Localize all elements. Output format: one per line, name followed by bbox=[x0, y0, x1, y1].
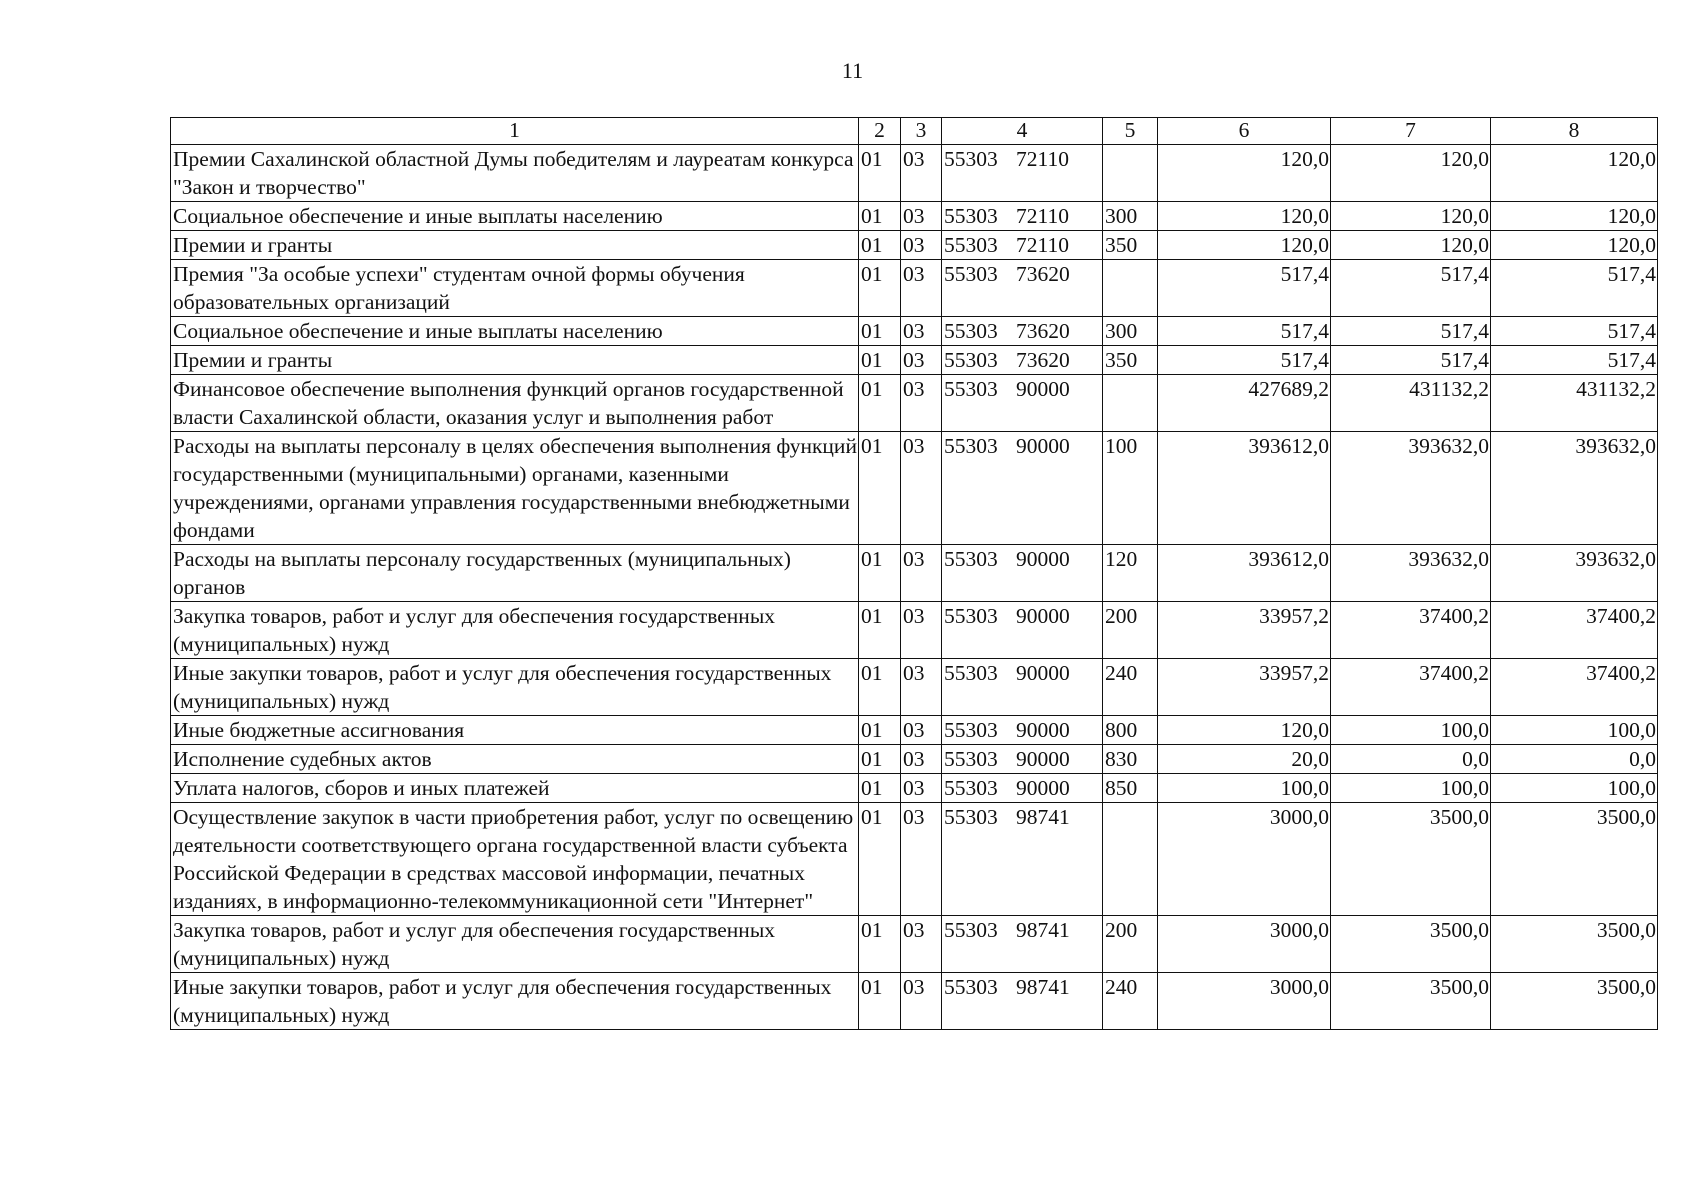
row-value-col7: 100,0 bbox=[1331, 774, 1491, 803]
row-value-col8: 393632,0 bbox=[1491, 432, 1658, 545]
row-value-col6: 120,0 bbox=[1158, 145, 1331, 202]
row-value-col6: 517,4 bbox=[1158, 317, 1331, 346]
row-subsection: 03 bbox=[901, 803, 942, 916]
row-expense-type: 300 bbox=[1103, 317, 1158, 346]
page-number: 11 bbox=[841, 58, 864, 83]
table-row bbox=[171, 745, 1658, 774]
row-section: 01 bbox=[859, 973, 901, 1030]
row-value-col8: 120,0 bbox=[1491, 145, 1658, 202]
row-expense-type: 300 bbox=[1103, 202, 1158, 231]
column-header-2: 2 bbox=[859, 118, 901, 145]
row-section: 01 bbox=[859, 545, 901, 602]
row-value-col8: 120,0 bbox=[1491, 231, 1658, 260]
row-name: Закупка товаров, работ и услуг для обеспечения государственных (муниципальных) нужд bbox=[171, 916, 859, 973]
row-direction-code: 90000 bbox=[1016, 747, 1070, 771]
row-name: Иные бюджетные ассигнования bbox=[171, 716, 859, 745]
row-value-col6: 33957,2 bbox=[1158, 602, 1331, 659]
table-row bbox=[171, 346, 1658, 375]
row-name: Социальное обеспечение и иные выплаты населению bbox=[171, 317, 859, 346]
row-direction-code: 73620 bbox=[1016, 348, 1070, 372]
row-program-code: 55303 bbox=[944, 918, 998, 942]
row-value-col8: 517,4 bbox=[1491, 317, 1658, 346]
row-value-col6: 3000,0 bbox=[1158, 916, 1331, 973]
row-subsection: 03 bbox=[901, 745, 942, 774]
column-header-7: 7 bbox=[1331, 118, 1491, 145]
row-program-code: 55303 bbox=[944, 805, 998, 829]
row-value-col7: 3500,0 bbox=[1331, 916, 1491, 973]
row-value-col6: 3000,0 bbox=[1158, 803, 1331, 916]
row-direction-code: 98741 bbox=[1016, 805, 1070, 829]
row-program-code: 55303 bbox=[944, 233, 998, 257]
row-target-article bbox=[942, 659, 1103, 716]
row-name: Расходы на выплаты персоналу в целях обеспечения выполнения функций государственными (муниципальными) органами, казенными учреждениями, органами управления государственными внебюджетными фондами bbox=[171, 432, 859, 545]
row-subsection: 03 bbox=[901, 260, 942, 317]
row-value-col7: 517,4 bbox=[1331, 346, 1491, 375]
row-name: Закупка товаров, работ и услуг для обеспечения государственных (муниципальных) нужд bbox=[171, 602, 859, 659]
row-target-article bbox=[942, 202, 1103, 231]
row-value-col7: 517,4 bbox=[1331, 260, 1491, 317]
row-expense-type: 800 bbox=[1103, 716, 1158, 745]
row-direction-code: 98741 bbox=[1016, 975, 1070, 999]
row-value-col7: 37400,2 bbox=[1331, 659, 1491, 716]
row-value-col7: 120,0 bbox=[1331, 231, 1491, 260]
row-name: Премии и гранты bbox=[171, 231, 859, 260]
row-direction-code: 90000 bbox=[1016, 434, 1070, 458]
row-value-col7: 37400,2 bbox=[1331, 602, 1491, 659]
row-name: Премии Сахалинской областной Думы победителям и лауреатам конкурса "Закон и творчество" bbox=[171, 145, 859, 202]
row-section: 01 bbox=[859, 716, 901, 745]
column-header-3: 3 bbox=[901, 118, 942, 145]
row-target-article bbox=[942, 432, 1103, 545]
row-value-col6: 120,0 bbox=[1158, 202, 1331, 231]
table-row bbox=[171, 375, 1658, 432]
row-expense-type bbox=[1103, 375, 1158, 432]
table-row bbox=[171, 602, 1658, 659]
table-row bbox=[171, 432, 1658, 545]
row-direction-code: 90000 bbox=[1016, 776, 1070, 800]
row-program-code: 55303 bbox=[944, 547, 998, 571]
row-section: 01 bbox=[859, 260, 901, 317]
row-section: 01 bbox=[859, 145, 901, 202]
row-target-article bbox=[942, 231, 1103, 260]
column-header-1: 1 bbox=[171, 118, 859, 145]
row-program-code: 55303 bbox=[944, 776, 998, 800]
row-value-col6: 393612,0 bbox=[1158, 545, 1331, 602]
row-section: 01 bbox=[859, 317, 901, 346]
row-program-code: 55303 bbox=[944, 377, 998, 401]
row-value-col6: 3000,0 bbox=[1158, 973, 1331, 1030]
row-value-col8: 517,4 bbox=[1491, 260, 1658, 317]
row-target-article bbox=[942, 145, 1103, 202]
row-subsection: 03 bbox=[901, 202, 942, 231]
row-target-article bbox=[942, 375, 1103, 432]
row-expense-type: 240 bbox=[1103, 659, 1158, 716]
row-program-code: 55303 bbox=[944, 348, 998, 372]
row-value-col8: 431132,2 bbox=[1491, 375, 1658, 432]
row-section: 01 bbox=[859, 916, 901, 973]
row-subsection: 03 bbox=[901, 346, 942, 375]
row-section: 01 bbox=[859, 432, 901, 545]
row-section: 01 bbox=[859, 202, 901, 231]
row-direction-code: 90000 bbox=[1016, 604, 1070, 628]
row-expense-type: 350 bbox=[1103, 346, 1158, 375]
row-target-article bbox=[942, 545, 1103, 602]
row-section: 01 bbox=[859, 745, 901, 774]
column-header-5: 5 bbox=[1103, 118, 1158, 145]
row-name: Премии и гранты bbox=[171, 346, 859, 375]
row-section: 01 bbox=[859, 602, 901, 659]
table-row bbox=[171, 260, 1658, 317]
row-target-article bbox=[942, 745, 1103, 774]
row-subsection: 03 bbox=[901, 602, 942, 659]
row-value-col6: 517,4 bbox=[1158, 346, 1331, 375]
row-target-article bbox=[942, 774, 1103, 803]
row-subsection: 03 bbox=[901, 716, 942, 745]
row-value-col6: 20,0 bbox=[1158, 745, 1331, 774]
row-direction-code: 72110 bbox=[1016, 147, 1069, 171]
row-direction-code: 98741 bbox=[1016, 918, 1070, 942]
row-value-col8: 100,0 bbox=[1491, 716, 1658, 745]
row-value-col8: 3500,0 bbox=[1491, 803, 1658, 916]
row-section: 01 bbox=[859, 803, 901, 916]
row-expense-type: 200 bbox=[1103, 602, 1158, 659]
table-row bbox=[171, 659, 1658, 716]
row-direction-code: 90000 bbox=[1016, 661, 1070, 685]
row-value-col7: 431132,2 bbox=[1331, 375, 1491, 432]
row-value-col7: 393632,0 bbox=[1331, 432, 1491, 545]
row-target-article bbox=[942, 803, 1103, 916]
row-value-col8: 100,0 bbox=[1491, 774, 1658, 803]
row-expense-type: 350 bbox=[1103, 231, 1158, 260]
row-subsection: 03 bbox=[901, 317, 942, 346]
row-direction-code: 90000 bbox=[1016, 718, 1070, 742]
row-value-col6: 100,0 bbox=[1158, 774, 1331, 803]
row-section: 01 bbox=[859, 375, 901, 432]
column-header-6: 6 bbox=[1158, 118, 1331, 145]
row-name: Премия "За особые успехи" студентам очной формы обучения образовательных организаций bbox=[171, 260, 859, 317]
table-row bbox=[171, 973, 1658, 1030]
row-direction-code: 90000 bbox=[1016, 377, 1070, 401]
row-target-article bbox=[942, 716, 1103, 745]
table-row bbox=[171, 202, 1658, 231]
row-value-col7: 517,4 bbox=[1331, 317, 1491, 346]
row-value-col6: 120,0 bbox=[1158, 716, 1331, 745]
row-subsection: 03 bbox=[901, 973, 942, 1030]
row-target-article bbox=[942, 916, 1103, 973]
table-row bbox=[171, 916, 1658, 973]
row-value-col8: 517,4 bbox=[1491, 346, 1658, 375]
row-subsection: 03 bbox=[901, 432, 942, 545]
row-value-col7: 3500,0 bbox=[1331, 973, 1491, 1030]
column-header-8: 8 bbox=[1491, 118, 1658, 145]
row-value-col7: 120,0 bbox=[1331, 145, 1491, 202]
row-program-code: 55303 bbox=[944, 204, 998, 228]
row-program-code: 55303 bbox=[944, 661, 998, 685]
row-section: 01 bbox=[859, 231, 901, 260]
row-direction-code: 90000 bbox=[1016, 547, 1070, 571]
row-expense-type: 200 bbox=[1103, 916, 1158, 973]
row-name: Уплата налогов, сборов и иных платежей bbox=[171, 774, 859, 803]
row-expense-type: 850 bbox=[1103, 774, 1158, 803]
row-subsection: 03 bbox=[901, 231, 942, 260]
row-subsection: 03 bbox=[901, 774, 942, 803]
row-program-code: 55303 bbox=[944, 718, 998, 742]
row-value-col6: 427689,2 bbox=[1158, 375, 1331, 432]
row-expense-type bbox=[1103, 260, 1158, 317]
row-value-col7: 0,0 bbox=[1331, 745, 1491, 774]
table-row bbox=[171, 231, 1658, 260]
table-row bbox=[171, 317, 1658, 346]
row-value-col8: 3500,0 bbox=[1491, 973, 1658, 1030]
row-subsection: 03 bbox=[901, 545, 942, 602]
row-value-col8: 37400,2 bbox=[1491, 659, 1658, 716]
row-subsection: 03 bbox=[901, 145, 942, 202]
row-subsection: 03 bbox=[901, 659, 942, 716]
table-body bbox=[171, 145, 1658, 1030]
row-value-col8: 37400,2 bbox=[1491, 602, 1658, 659]
row-program-code: 55303 bbox=[944, 975, 998, 999]
row-direction-code: 72110 bbox=[1016, 233, 1069, 257]
row-expense-type: 120 bbox=[1103, 545, 1158, 602]
row-name: Иные закупки товаров, работ и услуг для обеспечения государственных (муниципальных) нужд bbox=[171, 973, 859, 1030]
table-row bbox=[171, 145, 1658, 202]
row-program-code: 55303 bbox=[944, 147, 998, 171]
row-expense-type bbox=[1103, 803, 1158, 916]
row-value-col8: 393632,0 bbox=[1491, 545, 1658, 602]
row-program-code: 55303 bbox=[944, 319, 998, 343]
row-expense-type: 100 bbox=[1103, 432, 1158, 545]
row-section: 01 bbox=[859, 346, 901, 375]
row-program-code: 55303 bbox=[944, 434, 998, 458]
header-row bbox=[171, 118, 1658, 145]
row-value-col6: 393612,0 bbox=[1158, 432, 1331, 545]
row-value-col8: 3500,0 bbox=[1491, 916, 1658, 973]
row-target-article bbox=[942, 973, 1103, 1030]
row-expense-type bbox=[1103, 145, 1158, 202]
row-value-col7: 3500,0 bbox=[1331, 803, 1491, 916]
table-row bbox=[171, 774, 1658, 803]
row-program-code: 55303 bbox=[944, 262, 998, 286]
row-value-col6: 33957,2 bbox=[1158, 659, 1331, 716]
row-subsection: 03 bbox=[901, 375, 942, 432]
table-row bbox=[171, 545, 1658, 602]
row-value-col8: 120,0 bbox=[1491, 202, 1658, 231]
row-value-col8: 0,0 bbox=[1491, 745, 1658, 774]
row-target-article bbox=[942, 260, 1103, 317]
row-program-code: 55303 bbox=[944, 604, 998, 628]
row-value-col7: 100,0 bbox=[1331, 716, 1491, 745]
row-name: Социальное обеспечение и иные выплаты населению bbox=[171, 202, 859, 231]
column-header-4: 4 bbox=[942, 118, 1103, 145]
row-expense-type: 830 bbox=[1103, 745, 1158, 774]
row-name: Иные закупки товаров, работ и услуг для обеспечения государственных (муниципальных) нужд bbox=[171, 659, 859, 716]
row-value-col6: 517,4 bbox=[1158, 260, 1331, 317]
row-direction-code: 73620 bbox=[1016, 319, 1070, 343]
row-name: Расходы на выплаты персоналу государственных (муниципальных) органов bbox=[171, 545, 859, 602]
row-section: 01 bbox=[859, 774, 901, 803]
row-target-article bbox=[942, 346, 1103, 375]
row-value-col6: 120,0 bbox=[1158, 231, 1331, 260]
budget-table bbox=[170, 117, 1658, 1030]
row-program-code: 55303 bbox=[944, 747, 998, 771]
row-direction-code: 73620 bbox=[1016, 262, 1070, 286]
row-section: 01 bbox=[859, 659, 901, 716]
row-name: Исполнение судебных актов bbox=[171, 745, 859, 774]
row-expense-type: 240 bbox=[1103, 973, 1158, 1030]
row-value-col7: 120,0 bbox=[1331, 202, 1491, 231]
row-target-article bbox=[942, 602, 1103, 659]
row-name: Осуществление закупок в части приобретения работ, услуг по освещению деятельности соответствующего органа государственной власти субъекта Российской Федерации в средствах массовой информации, печатных изданиях, в информационно-телекоммуникационной сети "Интернет" bbox=[171, 803, 859, 916]
table-row bbox=[171, 803, 1658, 916]
row-direction-code: 72110 bbox=[1016, 204, 1069, 228]
table-row bbox=[171, 716, 1658, 745]
row-name: Финансовое обеспечение выполнения функций органов государственной власти Сахалинской области, оказания услуг и выполнения работ bbox=[171, 375, 859, 432]
row-subsection: 03 bbox=[901, 916, 942, 973]
row-value-col7: 393632,0 bbox=[1331, 545, 1491, 602]
row-target-article bbox=[942, 317, 1103, 346]
